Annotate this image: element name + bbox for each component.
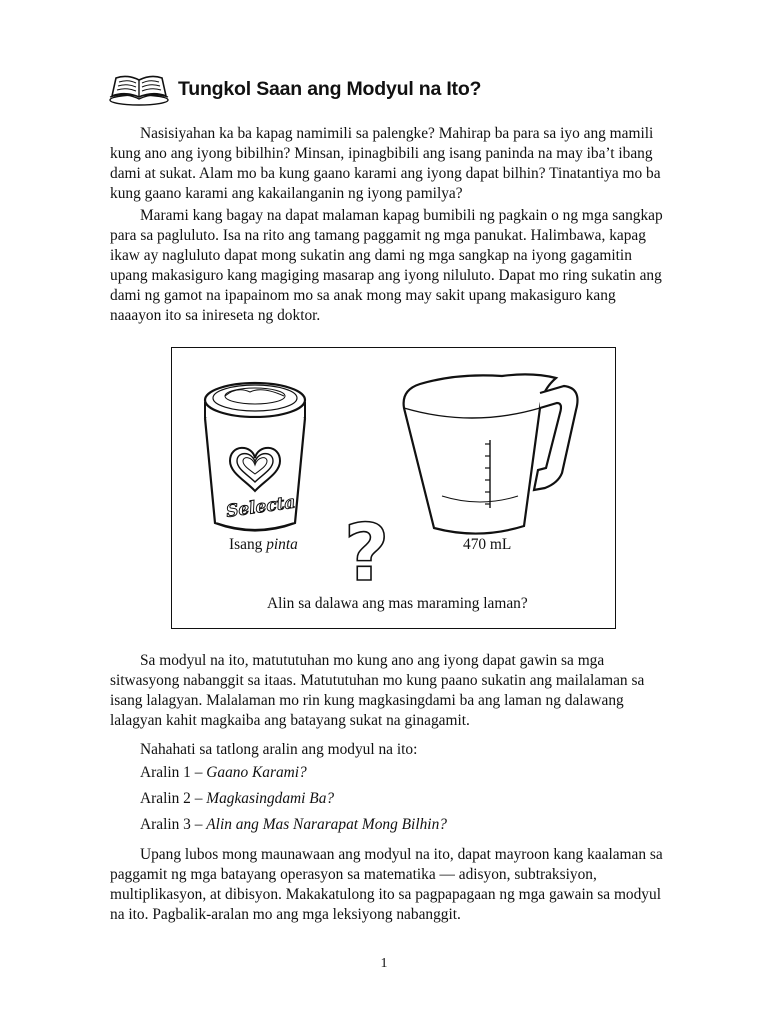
measurement-figure bbox=[171, 347, 616, 629]
measuring-cup-icon bbox=[404, 374, 578, 533]
selecta-logo: Selecta bbox=[224, 492, 297, 522]
page-title: Tungkol Saan ang Modyul na Ito? bbox=[178, 77, 482, 100]
lessons-intro: Nahahati sa tatlong aralin ang modyul na ito: bbox=[140, 741, 418, 758]
module-paragraph: Sa modyul na ito, matututuhan mo kung ano ang iyong dapat gawin sa mga sitwasyong nabanggit sa itaas. Matututuhan mo kung paano sukatin ang mailalaman sa isang lalagyan. Malalaman mo rin kung magkasingdami ba ang laman ng dalawang lalagyan kahit magkaiba ang batayang sukat na ginagamit. bbox=[110, 652, 645, 729]
intro-paragraph-1: Nasisiyahan ka ba kapag namimili sa palengke? Mahirap ba para sa iyo ang mamili kung ano ang iyong bibilhin? Minsan, ipinagbibili ang isang paninda na may iba’t ibang dami at sukat. Alam mo ba kung gaano karami ang iyong dapat bilhin? Tinatantiya mo ba kung gaano karami ang kakailanganin ng iyong pamilya? bbox=[110, 125, 661, 202]
section-heading bbox=[108, 72, 481, 106]
open-book-icon bbox=[108, 72, 170, 106]
ice-cream-pint-icon bbox=[205, 383, 305, 531]
intro-paragraph-2: Marami kang bagay na dapat malaman kapag bumibili ng pagkain o ng mga sangkap para sa pagluluto. Isa na rito ang tamang paggamit ng mga panukat. Halimbawa, kapag ikaw ay nagluluto dapat mong sukatin ang dami ng mga sangkap na iyong gagamitin upang makasiguro kang magiging masarap ang iyong niluluto. Dapat mo ring sukatin ang dami ng gamot na ipapainom mo sa anak mong may sakit upang makasiguro kang naaayon ito sa inireseta ng doktor. bbox=[110, 207, 663, 324]
question-mark-icon: ? bbox=[344, 509, 390, 599]
figure-question: Alin sa dalawa ang mas maraming laman? bbox=[267, 595, 528, 612]
pint-caption: Isang pinta bbox=[229, 536, 298, 553]
cup-caption: 470 mL bbox=[463, 536, 512, 553]
lesson-item: Aralin 2 – Magkasingdami Ba? bbox=[140, 790, 335, 807]
lesson-item: Aralin 3 – Alin ang Mas Nararapat Mong Bilhin? bbox=[140, 816, 447, 833]
prerequisites-paragraph: Upang lubos mong maunawaan ang modyul na ito, dapat mayroon kang kaalaman sa paggamit ng mga batayang operasyon sa matematika — adisyon, subtraksiyon, multiplikasyon, at dibisyon. Makakatulong ito sa pagpapagaan ng mga gawain sa modyul na ito. Pagbalik-aralan mo ang mga leksiyong nabanggit. bbox=[110, 846, 663, 923]
lesson-item: Aralin 1 – Gaano Karami? bbox=[140, 764, 307, 781]
figure-illustration bbox=[172, 348, 617, 630]
page-number: 1 bbox=[380, 956, 388, 971]
